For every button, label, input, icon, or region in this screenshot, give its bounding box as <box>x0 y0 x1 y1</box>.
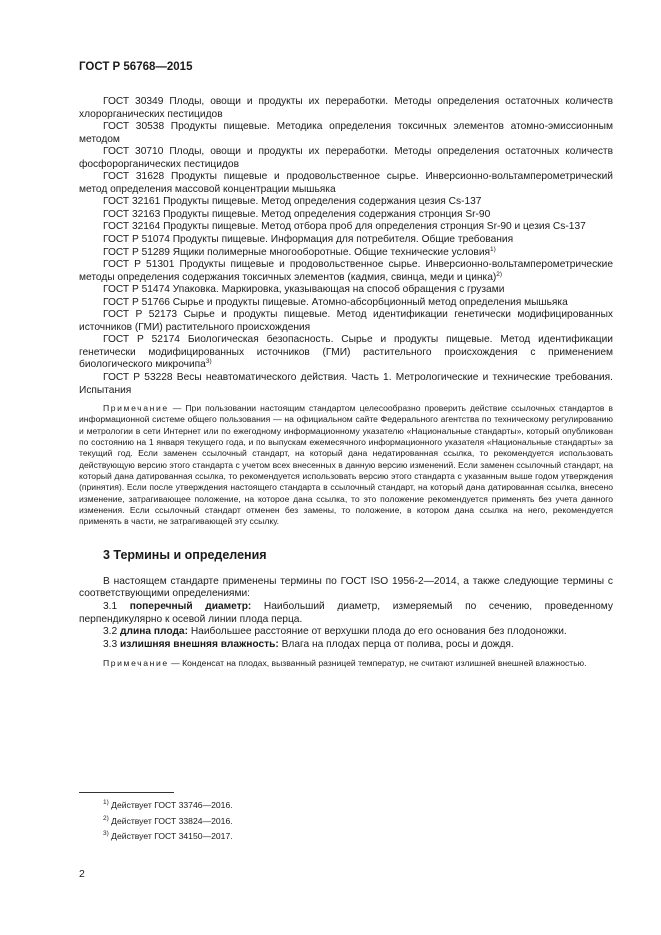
section-title: 3 Термины и определения <box>103 548 267 563</box>
page-body <box>79 96 613 670</box>
reference-text: ГОСТ Р 51301 Продукты пищевые и продовольственное сырье. Инверсионно-вольтамперометрические методы определения содержания токсичных элементов (кадмия, свинца, меди и цинка) <box>79 259 613 283</box>
reference-text: ГОСТ Р 51289 Ящики полимерные многооборотные. Общие технические условия <box>103 246 491 258</box>
reference-item: ГОСТ 32164 Продукты пищевые. Метод отбора проб для определения стронция Sr-90 и цезия Cs-137 <box>103 221 586 233</box>
reference-text: ГОСТ Р 52174 Биологическая безопасность. Сырье и продукты пищевые. Метод идентификации генетически модифицированных источников (ГМИ) растительного происхождения с применением биологического микрочипа <box>79 334 613 371</box>
footnote-mark: 3) <box>103 830 109 838</box>
reference-item: ГОСТ Р 51766 Сырье и продукты пищевые. Атомно-абсорбционный метод определения мышьяка <box>103 296 568 308</box>
footnotes <box>103 798 233 845</box>
note-text: — Конденсат на плодах, вызванный разницей температур, не считают излишней внешней влажностью. <box>168 658 587 669</box>
reference-item: ГОСТ 32161 Продукты пищевые. Метод определения содержания цезия Cs-137 <box>103 196 482 208</box>
note-text: — При пользовании настоящим стандартом целесообразно проверить действие ссылочных стандартов в информационной системе общего пользования — на официальном сайте Федерального агентства по техническому регулированию и метрологии в сети Интернет или по ежегодному информационному указателю «Национальные стандарты», который опубликован по состоянию на 1 января текущего года, и по выпускам ежемесячного информационного указателя «Национальные стандарты» за текущий год. Если заменен ссылочный стандарт, на который дана недатированная ссылка, то рекомендуется использовать действующую версию этого стандарта с учетом всех внесенных в данную версию изменений. Если заменен ссылочный стандарт, на который дана датированная ссылка, то рекомендуется использовать версию этого стандарта с указанным выше годом утверждения (принятия). Если после утверждения настоящего стандарта в ссылочный стандарт, на который дана датированная ссылка, внесено изменение, затрагивающее положение, на которое дана ссылка, то это положение рекомендуется применять без учета данного изменения. Если ссылочный стандарт отменен без замены, то положение, в котором дана ссылка на него, рекомендуется применять в части, не затрагивающей эту ссылку. <box>79 403 613 527</box>
term-definition <box>79 601 613 626</box>
footnote-mark: 1) <box>103 799 109 806</box>
footnote <box>103 814 233 830</box>
note-label: Примечание <box>103 403 169 414</box>
reference-item: ГОСТ Р 51074 Продукты пищевые. Информация для потребителя. Общие требования <box>103 234 514 246</box>
footnote-text: Действует ГОСТ 34150—2017. <box>108 831 233 842</box>
term-number: 3.2 <box>103 626 118 638</box>
footnote-mark: 1) <box>490 245 496 253</box>
term-text: Влага на плодах перца от полива, росы и дождя. <box>278 638 514 650</box>
footnote <box>103 829 233 845</box>
section-intro: В настоящем стандарте применены термины по ГОСТ ISO 1956-2—2014, а также следующие термины с соответствующими определениями: <box>79 575 613 600</box>
reference-item: ГОСТ Р 52173 Сырье и продукты пищевые. Метод идентификации генетически модифицированных источников (ГМИ) растительного происхождения <box>79 309 613 333</box>
term-name: поперечный диаметр: <box>129 601 252 613</box>
footnote-text: Действует ГОСТ 33746—2016. <box>108 800 233 810</box>
reference-item <box>79 259 613 284</box>
term-definition <box>79 626 613 639</box>
term-number: 3.3 <box>103 638 118 650</box>
reference-item: ГОСТ Р 51474 Упаковка. Маркировка, указывающая на способ обращения с грузами <box>103 284 505 296</box>
reference-item: ГОСТ 30349 Плоды, овощи и продукты их переработки. Методы определения остаточных количеств хлорорганических пестицидов <box>79 96 613 120</box>
reference-item <box>79 247 613 260</box>
note-paragraph <box>79 658 613 669</box>
term-text: Наибольший диаметр, измеряемый по сечению, проведенному перпендикулярно к осевой линии плода перца. <box>79 601 613 625</box>
reference-item: ГОСТ 31628 Продукты пищевые и продовольственное сырье. Инверсионно-вольтамперометрический метод определения массовой концентрации мышьяка <box>79 171 613 195</box>
reference-item: ГОСТ 30710 Плоды, овощи и продукты их переработки. Методы определения остаточных количеств фосфорорганических пестицидов <box>79 146 613 170</box>
term-text: Наибольшее расстояние от верхушки плода до его основания без плодоножки. <box>187 626 567 638</box>
footnote-text: Действует ГОСТ 33824—2016. <box>108 815 233 826</box>
reference-item: ГОСТ 30538 Продукты пищевые. Методика определения токсичных элементов атомно-эмиссионным методом <box>79 121 613 145</box>
term-number: 3.1 <box>103 601 118 613</box>
term-definition <box>79 639 613 652</box>
footnote-mark: 2) <box>103 814 109 822</box>
term-name: излишняя внешняя влажность: <box>120 638 279 650</box>
term-name: длина плода: <box>120 626 188 638</box>
reference-item <box>79 334 613 372</box>
footnote <box>103 798 233 814</box>
standard-id: ГОСТ Р 56768—2015 <box>79 61 193 73</box>
footnote-divider <box>79 792 174 793</box>
reference-item: ГОСТ 32163 Продукты пищевые. Метод определения содержания стронция Sr-90 <box>103 208 491 220</box>
footnote-mark: 3) <box>205 358 212 366</box>
page-number: 2 <box>79 868 85 880</box>
note-label: Примечание <box>103 658 169 669</box>
note-paragraph <box>79 403 613 527</box>
footnote-mark: 2) <box>496 270 503 278</box>
reference-item: ГОСТ Р 53228 Весы неавтоматического действия. Часть 1. Метрологические и технические требования. Испытания <box>79 372 613 396</box>
